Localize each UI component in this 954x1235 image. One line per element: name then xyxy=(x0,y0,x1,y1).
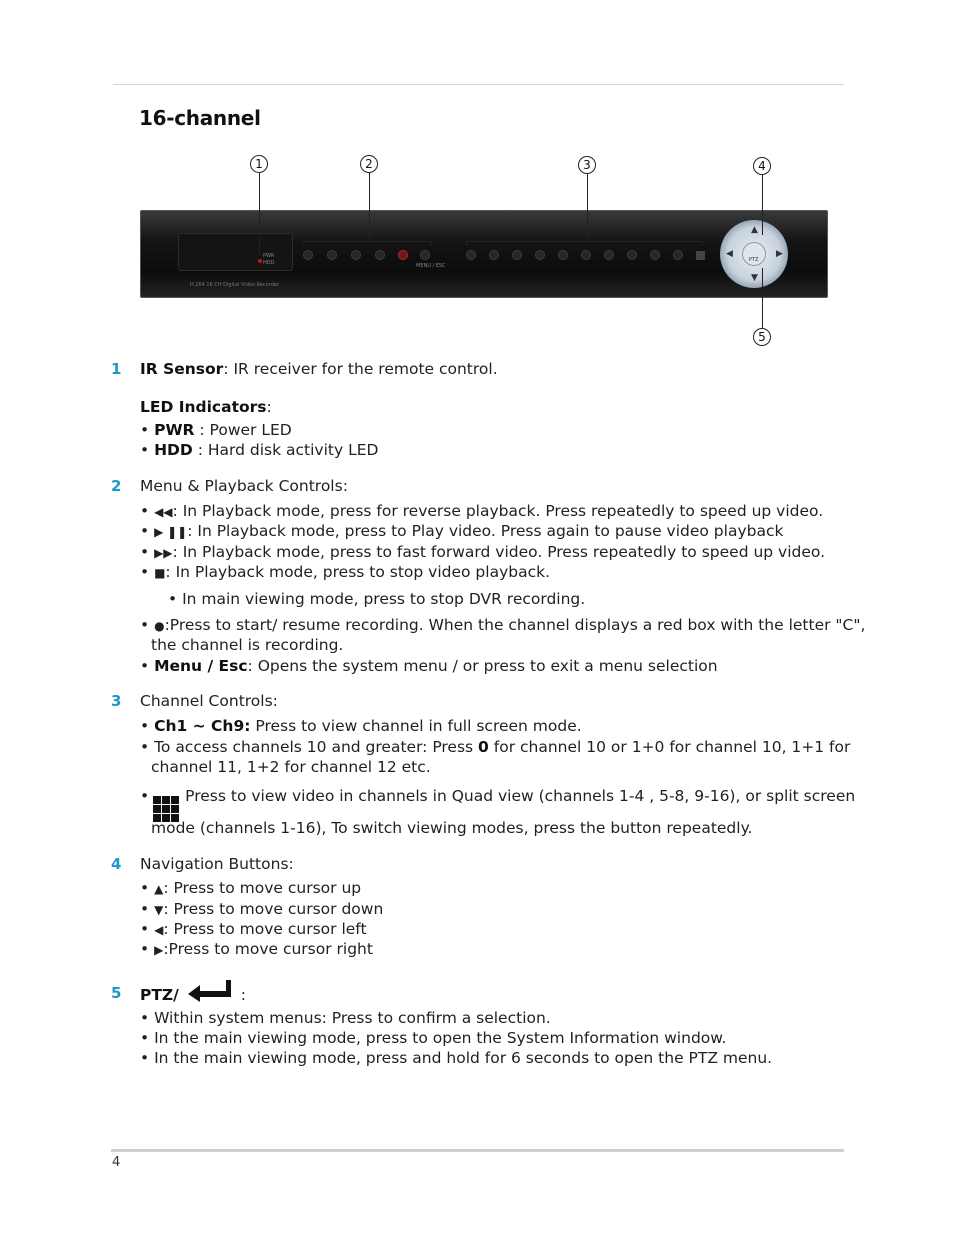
leader-5 xyxy=(762,268,763,328)
rewind-button[interactable] xyxy=(303,250,313,260)
hdd-bullet: • HDD : Hard disk activity LED xyxy=(140,441,379,459)
section-3-title: Channel Controls: xyxy=(140,692,278,710)
bracket-2-right xyxy=(431,241,432,245)
ptz-bullet-3: • In the main viewing mode, press and hold for 6 seconds to open the PTZ menu. xyxy=(140,1049,773,1067)
nav-up-icon[interactable]: ▲ xyxy=(751,225,758,235)
pwr-bullet: • PWR : Power LED xyxy=(140,421,292,439)
rewind-bullet: • ◀◀: In Playback mode, press for reverse playback. Press repeatedly to speed up video. xyxy=(140,502,824,520)
pwr-led-label: PWR xyxy=(263,253,275,259)
menu-esc-button[interactable] xyxy=(420,250,430,260)
arrow-right-icon: ▶ xyxy=(154,943,164,957)
channel-bullet: • Ch1 ~ Ch9: Press to view channel in full screen mode. xyxy=(140,717,582,735)
arrow-left-icon: ◀ xyxy=(154,923,164,937)
channel-button-4[interactable] xyxy=(535,250,545,260)
bracket-3-left xyxy=(466,241,467,245)
ptz-label: PTZ xyxy=(749,257,759,263)
channel-button-6[interactable] xyxy=(581,250,591,260)
channel-button-5[interactable] xyxy=(558,250,568,260)
enter-icon xyxy=(188,980,232,1002)
page-number: 4 xyxy=(112,1155,121,1170)
split-screen-bullet: • Press to view video in channels in Quad view (channels 1-4 , 5-8, 9-16), or split screen xyxy=(140,787,855,822)
bracket-2 xyxy=(303,241,432,242)
section-1-number: 1 xyxy=(111,360,122,378)
ir-sensor-window xyxy=(178,233,293,271)
callout-4: 4 xyxy=(753,157,771,175)
arrow-up-icon: ▲ xyxy=(154,882,164,896)
access-bullet-line2: channel 11, 1+2 for channel 12 etc. xyxy=(151,758,431,776)
bracket-3 xyxy=(466,241,703,242)
section-4-title: Navigation Buttons: xyxy=(140,855,294,873)
ptz-heading: PTZ/ : xyxy=(140,980,246,1004)
callout-2: 2 xyxy=(360,155,378,173)
stop-bullet: • ■: In Playback mode, press to stop video playback. xyxy=(140,563,551,581)
callout-3: 3 xyxy=(578,156,596,174)
arrow-down-icon: ▼ xyxy=(154,903,164,917)
channel-button-2[interactable] xyxy=(489,250,499,260)
callout-1: 1 xyxy=(250,155,268,173)
fast-forward-bullet: • ▶▶: In Playback mode, press to fast forward video. Press repeatedly to speed up video. xyxy=(140,543,826,561)
nav-left-bullet: • ◀: Press to move cursor left xyxy=(140,920,367,938)
menu-esc-bullet: • Menu / Esc: Opens the system menu / or press to exit a menu selection xyxy=(140,657,718,675)
nav-down-icon[interactable]: ▼ xyxy=(751,273,758,283)
page-title: 16-channel xyxy=(139,106,261,130)
nav-right-icon[interactable]: ▶ xyxy=(776,249,783,259)
fast-forward-icon: ▶▶ xyxy=(154,546,173,560)
record-bullet: • ●:Press to start/ resume recording. When the channel displays a red box with the letter "C", xyxy=(140,616,866,634)
record-bullet-line2: the channel is recording. xyxy=(151,636,344,654)
section-4-number: 4 xyxy=(111,855,122,873)
pwr-led xyxy=(258,259,262,263)
leader-4 xyxy=(762,175,763,235)
led-indicators-heading: LED Indicators: xyxy=(140,398,272,416)
access-bullet: • To access channels 10 and greater: Press 0 for channel 10 or 1+0 for channel 10, 1+1 for xyxy=(140,738,851,756)
channel-button-0[interactable] xyxy=(673,250,683,260)
channel-button-7[interactable] xyxy=(604,250,614,260)
channel-button-1[interactable] xyxy=(466,250,476,260)
fast-forward-button[interactable] xyxy=(351,250,361,260)
section-5-number: 5 xyxy=(111,984,122,1002)
callout-5: 5 xyxy=(753,328,771,346)
ptz-bullet-2: • In the main viewing mode, press to open the System Information window. xyxy=(140,1029,727,1047)
footer-rule xyxy=(111,1149,844,1152)
ptz-bullet-1: • Within system menus: Press to confirm a selection. xyxy=(140,1009,551,1027)
stop-bullet-sub: • In main viewing mode, press to stop DVR recording. xyxy=(168,590,586,608)
stop-icon: ■ xyxy=(154,566,166,580)
nav-left-icon[interactable]: ◀ xyxy=(726,249,733,259)
nav-down-bullet: • ▼: Press to move cursor down xyxy=(140,900,384,918)
hdd-led-label: HDD xyxy=(263,260,275,266)
bracket-3-right xyxy=(702,241,703,245)
section-2-number: 2 xyxy=(111,477,122,495)
rewind-icon: ◀◀ xyxy=(154,505,173,519)
record-icon: ● xyxy=(154,619,165,633)
bracket-2-left xyxy=(303,241,304,245)
nav-up-bullet: • ▲: Press to move cursor up xyxy=(140,879,362,897)
split-screen-button[interactable] xyxy=(696,251,705,260)
stop-button[interactable] xyxy=(375,250,385,260)
header-rule xyxy=(113,84,844,85)
section-2-title: Menu & Playback Controls: xyxy=(140,477,348,495)
nav-right-bullet: • ▶:Press to move cursor right xyxy=(140,940,373,958)
leader-3 xyxy=(587,174,588,242)
ir-sensor-line: IR Sensor: IR receiver for the remote control. xyxy=(140,360,498,378)
play-pause-bullet: • ▶ ❚❚: In Playback mode, press to Play video. Press again to pause video playback xyxy=(140,522,784,540)
channel-button-8[interactable] xyxy=(627,250,637,260)
channel-button-3[interactable] xyxy=(512,250,522,260)
record-button[interactable] xyxy=(398,250,408,260)
panel-model-text: H.264 16 CH Digital Video Recorder xyxy=(190,282,279,288)
channel-button-9[interactable] xyxy=(650,250,660,260)
menu-esc-label: MENU / ESC xyxy=(416,263,446,269)
leader-1 xyxy=(259,173,260,256)
split-screen-bullet-line2: mode (channels 1-16), To switch viewing modes, press the button repeatedly. xyxy=(151,819,753,837)
leader-2 xyxy=(369,173,370,242)
section-3-number: 3 xyxy=(111,692,122,710)
play-pause-button[interactable] xyxy=(327,250,337,260)
play-pause-icon: ▶ ❚❚ xyxy=(154,525,188,539)
